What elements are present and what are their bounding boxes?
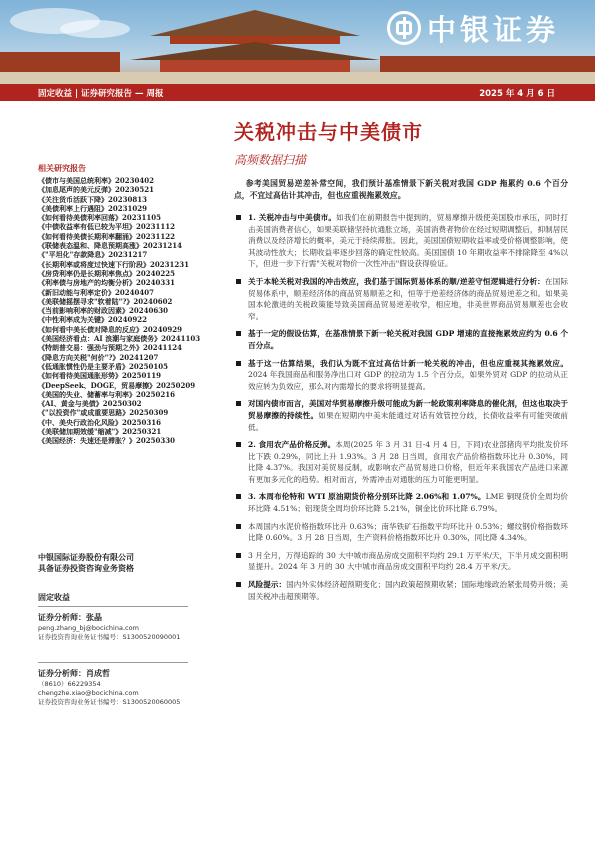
related-report-item[interactable]: 《联储表态温和、降息预期高涨》20231214 (38, 241, 182, 251)
related-report-item[interactable]: 《"以投资作"或成重要思路》20250309 (38, 408, 169, 418)
related-report-item[interactable]: 《DeepSeek、DOGE，贸易摩擦》20250209 (38, 380, 196, 390)
sector-label: 固定收益 (38, 593, 70, 602)
key-point-bold: 对国内债市而言，美国对华贸易摩擦升级可能成为新一轮政策利率降息的催化剂，但这也取决于贸易摩擦的持续性。 (248, 399, 568, 420)
related-report-item[interactable]: 《关注货币活跃下降》20230813 (38, 194, 147, 204)
analyst-email[interactable]: chengzhe.xiao@bocichina.com (38, 689, 139, 697)
key-point-item (234, 276, 568, 322)
related-report-item[interactable]: 《利率债与房地产的均衡分析》20240331 (38, 278, 175, 288)
report-title: 关税冲击与中美债市 (234, 120, 423, 144)
analyst-1 (38, 612, 238, 642)
related-report-item[interactable]: 《AI、黄金与美债》20250302 (38, 399, 142, 409)
related-report-item[interactable]: 《美债利率上行遇阻》20231029 (38, 203, 147, 213)
related-report-item[interactable]: 《如何看待美债利率回落》20231105 (38, 213, 161, 223)
related-report-item[interactable]: 《中、美央行政治化风险》20250316 (38, 417, 161, 427)
key-point-text: 国内外实体经济超预期变化；国内政策超预期收紧；国际地缘政治紧张局势升级；美国关税冲击超预期等。 (248, 580, 569, 601)
header-banner (0, 0, 595, 84)
key-point-item (234, 358, 568, 393)
key-point-text: 如果在短期内中美未能通过对话有效管控分歧，长债收益率有可能突破前低。 (248, 410, 569, 432)
key-point-text: 3 月全月，万得追踪的 30 大中城市商品房成交面积平均约 29.1 万平米/天，下半月成交面积明显提升。2024 年 3 月的 30 大中城市商品房成交面积平均约 28.4 万平米/天。 (248, 550, 568, 572)
key-point-text: 本周(2025 年 3 月 31 日-4 月 4 日，下同)农业部猪肉平均批发价环比下跌 0.29%，同比上升 1.93%。3 月 28 日当周，食用农产品价格指数环比升 0.30%，同比降 4.37%。我国对美贸易反制，或影响农产品贸易进口价格，但近年来我国农产品进口来源有更加多元化的趋势。相对而言，外需冲击对通胀的压力可能更明显。 (248, 440, 568, 484)
analyst-cert: 证券投资咨询业务证书编号：S1300520090001 (38, 633, 181, 641)
key-point-bold: 2. 食用农产品价格反弹。 (248, 440, 336, 450)
related-reports-heading: 相关研究报告 (38, 164, 86, 173)
related-report-item[interactable]: 《债市与美国总统利率》20230402 (38, 176, 154, 185)
key-point-bold: 3. 本周布伦特和 WTI 原油期货价格分别环比降 2.06%和 1.07%。 (248, 492, 486, 502)
key-point-item (234, 439, 568, 485)
related-report-item[interactable]: 《特朗普交易：强劲与预期之外》20241124 (38, 343, 182, 353)
analyst-phone: （8610）66229354 (38, 680, 101, 688)
key-point-item (234, 579, 568, 602)
related-report-item[interactable]: 《"平坦化"存款降息》20231217 (38, 250, 148, 260)
company-info (38, 552, 134, 574)
report-category: 固定收益 | 证券研究报告 — 周报 (38, 89, 164, 99)
report-subtitle: 高频数据扫描 (234, 153, 307, 167)
related-report-item[interactable]: 《房贷利率仍是长期利率焦点》20240225 (38, 268, 175, 278)
key-point-bold: 风险提示： (248, 580, 287, 590)
related-report-item[interactable]: 《美联储摇摆寻求"软着陆"?》20240602 (38, 296, 173, 306)
analyst-name: 证券分析师：肖成哲 (38, 669, 110, 678)
key-point-text: LME 铜现货价全周均价环比降 4.51%；铝现货全周均价环比降 5.21%，铜金比价环比降 6.79%。 (248, 492, 569, 514)
company-qualification: 具备证券投资咨询业务资格 (38, 564, 134, 573)
company-name: 中银国际证券股份有限公司 (38, 553, 134, 562)
palace-roof-upper (150, 10, 360, 36)
key-point-bold: 1. 关税冲击与中美债市。 (248, 213, 337, 222)
analyst-2 (38, 668, 238, 707)
key-point-item (234, 212, 568, 270)
related-report-item[interactable]: 《当前影响利率的财政因素》20240630 (38, 306, 168, 316)
palace-roof-lower (130, 42, 380, 60)
key-point-item (234, 328, 568, 351)
related-report-item[interactable]: 《美国经济：失速还是滞胀？》20250330 (38, 436, 175, 446)
main-content (234, 178, 568, 608)
related-report-item[interactable]: 《新旧动能与利率定价》20240407 (38, 287, 154, 297)
palace-terrace (0, 72, 595, 84)
key-point-item (234, 550, 568, 573)
key-point-item (234, 398, 568, 433)
sidebar (38, 163, 228, 446)
related-report-item[interactable]: 《中债收益率有低已较为平坦》20231112 (38, 222, 175, 232)
key-point-text: 本周国内水泥价格指数环比升 0.63%；南华铁矿石指数平均环比升 0.53%；螺纹钢价格指数环比降 0.60%。3 月 28 日当周，生产资料价格指数环比升 0.30%，同比降 4.34%。 (248, 521, 568, 543)
company-logo (387, 6, 559, 50)
related-report-item[interactable]: 《美联储加期效缓"缩减"》20250321 (38, 427, 162, 437)
related-report-item[interactable]: 《低通胀惯性仍是主要矛盾》20250105 (38, 361, 168, 371)
related-report-item[interactable]: 《长期利率或将度过快速下行阶段》20231231 (38, 259, 189, 269)
related-report-item[interactable]: 《中性利率成为关键》20240922 (38, 315, 147, 325)
related-report-item[interactable]: 《美国经济看点：AI 浪潮与家庭债务》20241103 (38, 334, 201, 344)
divider (38, 662, 188, 663)
related-report-item[interactable]: 《加息尾声的美元反弹》20230521 (38, 185, 154, 195)
key-points-list (234, 212, 568, 602)
report-date: 2025 年 4 月 6 日 (479, 89, 555, 99)
key-point-item (234, 491, 568, 514)
related-report-item[interactable]: 《降息方向关税"何价"?》20241207 (38, 352, 159, 362)
lead-summary: 参考美国贸易逆差补常空间，我们预计基准情景下新关税对我国 GDP 拖累约 0.6 个百分点，不宜过高估计其冲击，但也应重视拖累效应。 (234, 179, 568, 200)
divider (38, 606, 188, 607)
analyst-email[interactable]: peng.zhang_bj@bocichina.com (38, 624, 139, 632)
analyst-name: 证券分析师：张晶 (38, 613, 102, 622)
key-point-bold: 基于这一估算结果，我们认为既不宜过高估计新一轮关税的冲击，但也应重视其拖累效应。 (248, 358, 568, 368)
report-info-bar (0, 84, 595, 101)
related-report-item[interactable]: 《美国的失业、储蓄率与利率》20250216 (38, 389, 175, 399)
key-point-text: 在国际贸易体系中，顺差经济体的商品贸易顺差之和，恒等于逆差经济体的商品贸易逆差之和。如果美国本轮激进的关税政策能导致美国商品贸易逆差收窄，相应地，非美世界商品贸易顺差也会收窄。 (248, 276, 568, 321)
key-point-bold: 基于一定的假设估算，在基准情景下新一轮关税对我国 GDP 增速的直接拖累效应约为 0.6 个百分点。 (248, 329, 568, 350)
key-point-text: 2024 年我国商品和服务净出口对 GDP 的拉动为 1.5 个百分点，如果外贸对 GDP 的拉动从正效应转为负效应，那么对内需增长的要求将明显提高。 (248, 370, 568, 391)
building-left (0, 52, 120, 74)
analyst-cert: 证券投资咨询业务证书编号：S1300520060005 (38, 698, 181, 706)
related-report-item[interactable]: 《如何看待美债长期利率翻涌》20231122 (38, 231, 175, 241)
cloud-decoration (60, 20, 130, 38)
logo-text: 中银证券 (427, 12, 560, 47)
related-report-item[interactable]: 《如何看中美长债对降息的反应》20240929 (38, 324, 182, 334)
key-point-bold: 关于本轮关税对我国的冲击效应，我们基于国际贸易体系的顺/逆差守恒逻辑进行分析： (248, 276, 545, 286)
boc-logo-icon (387, 11, 421, 45)
related-reports-list (38, 176, 228, 446)
key-point-item (234, 521, 568, 544)
key-point-text: 如我们在前期报告中提到的，贸易摩擦升级使美国股市承压，同时打击美国消费者信心，如果美联储坚持抗通胀立场，美国消费者物价在经过短期调整后，抑制居民消费以及经济增长的概率，美元于持续滞胀。因此，美国国债短期收益率或受价格调整影响，使其波动性放大；长期收益率逐步回落的确定性较高。美国国债 10 年期收益率不排除降至 4%以下，但进一步下行需"关税对物价一次性冲击"假设获得验证。 (248, 213, 568, 269)
related-report-item[interactable]: 《如何看待美国通胀形势》20250119 (38, 371, 161, 381)
